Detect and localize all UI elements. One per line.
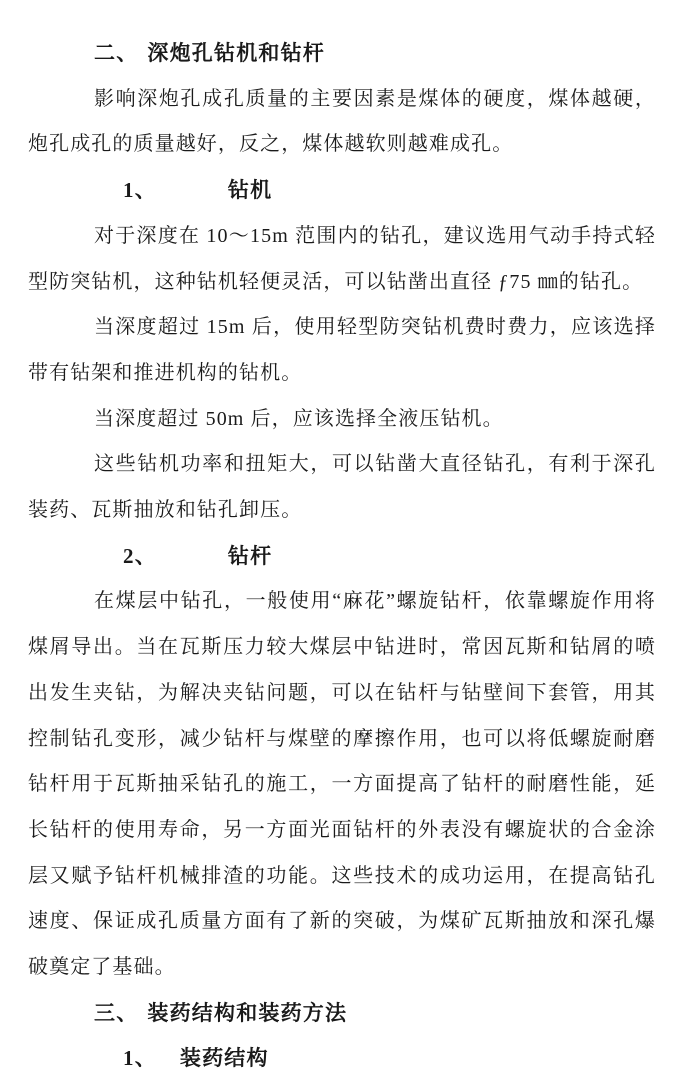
subsection-heading-drill-rod [28,534,656,580]
heading-number: 二、 [94,41,139,65]
paragraph-depth-over-15m: 当深度超过 15m 后，使用轻型防突钻机费时费力，应该选择带有钻架和推进机构的钻机。 [28,316,656,384]
subsection-heading-charge-structure [28,1036,656,1082]
heading-number: 三、 [94,1000,139,1025]
section-heading-drill-machines-and-rods [28,31,656,77]
subsection-heading-drill-machine [28,168,656,214]
paragraph-hole-quality-factors: 影响深炮孔成孔质量的主要因素是煤体的硬度，煤体越硬，炮孔成孔的质量越好，反之，煤体越软则越难成孔。 [28,87,656,156]
heading-number: 1、 [123,1046,157,1071]
heading-title: 装药结构 [179,1046,269,1071]
heading-number: 1、 [123,178,157,203]
heading-number: 2、 [123,543,157,568]
heading-title: 深炮孔钻机和钻杆 [147,41,326,65]
paragraph-spiral-drill-rod: 在煤层中钻孔，一般使用“麻花”螺旋钻杆，依靠螺旋作用将煤屑导出。当在瓦斯压力较大煤层中钻进时，常因瓦斯和钻屑的喷出发生夹钻，为解决夹钻问题，可以在钻杆与钻壁间下套管，用其控制钻孔变形，减少钻杆与煤壁的摩擦作用，也可以将低螺旋耐磨钻杆用于瓦斯抽采钻孔的施工，一方面提高了钻杆的耐磨性能，延长钻杆的使用寿命，另一方面光面钻杆的外表没有螺旋状的合金涂层又赋予钻杆机械排渣的功能。这些技术的成功运用，在提高钻孔速度、保证成孔质量方面有了新的突破，为煤矿瓦斯抽放和深孔爆破奠定了基础。 [28,590,656,979]
heading-title: 装药结构和装药方法 [147,1000,348,1025]
section-heading-charge-structure-methods [28,991,656,1037]
paragraph-drill-power-torque: 这些钻机功率和扭矩大，可以钻凿大直径钻孔，有利于深孔装药、瓦斯抽放和钻孔卸压。 [28,453,656,522]
heading-title: 钻杆 [227,543,273,568]
paragraph-depth-10-15m: 对于深度在 10～15m 范围内的钻孔，建议选用气动手持式轻型防突钻机，这种钻机轻便灵活，可以钻凿出直径 ƒ75 ㎜的钻孔。 [28,224,656,293]
heading-title: 钻机 [227,178,273,203]
paragraph-depth-over-50m: 当深度超过 50m 后，应该选择全液压钻机。 [94,407,504,430]
